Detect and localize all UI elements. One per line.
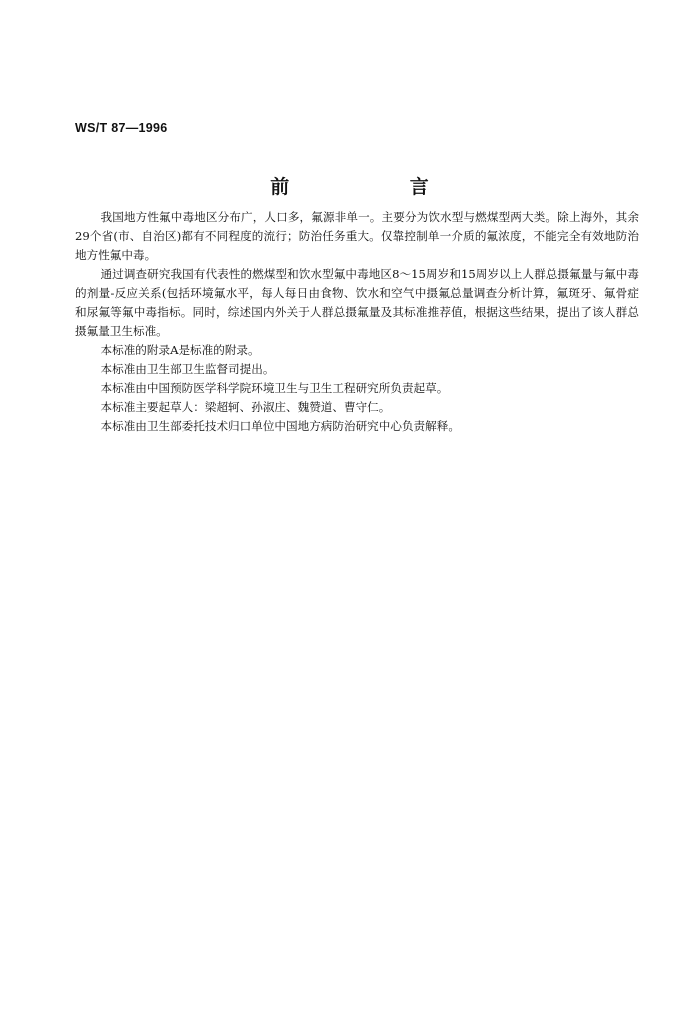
paragraph-proposer: 本标准由卫生部卫生监督司提出。 [100,362,275,376]
document-code: WS/T 87—1996 [75,121,168,135]
page-title: 前 言 [270,176,486,198]
paragraph-drafting-unit: 本标准由中国预防医学科学院环境卫生与卫生工程研究所负责起草。 [100,381,449,395]
foreword-body [75,208,639,436]
paragraph-interpretation: 本标准由卫生部委托技术归口单位中国地方病防治研究中心负责解释。 [100,419,460,433]
paragraph-overview: 我国地方性氟中毒地区分布广，人口多，氟源非单一。主要分为饮水型与燃煤型两大类。除上海外，其余29个省(市、自治区)都有不同程度的流行；防治任务重大。仅靠控制单一介质的氟浓度，不能完全有效地防治地方性氟中毒。 [75,210,639,262]
paragraph-appendix: 本标准的附录A是标准的附录。 [100,343,260,357]
paragraph-drafters: 本标准主要起草人：梁超轲、孙淑庄、魏赞道、曹守仁。 [100,400,391,414]
paragraph-research: 通过调查研究我国有代表性的燃煤型和饮水型氟中毒地区8～15周岁和15周岁以上人群总摄氟量与氟中毒的剂量-反应关系(包括环境氟水平，每人每日由食物、饮水和空气中摄氟总量调查分析计算，氟斑牙、氟骨症和尿氟等氟中毒指标。同时，综述国内外关于人群总摄氟量及其标准推荐值，根据这些结果，提出了该人群总摄氟量卫生标准。 [75,267,639,338]
